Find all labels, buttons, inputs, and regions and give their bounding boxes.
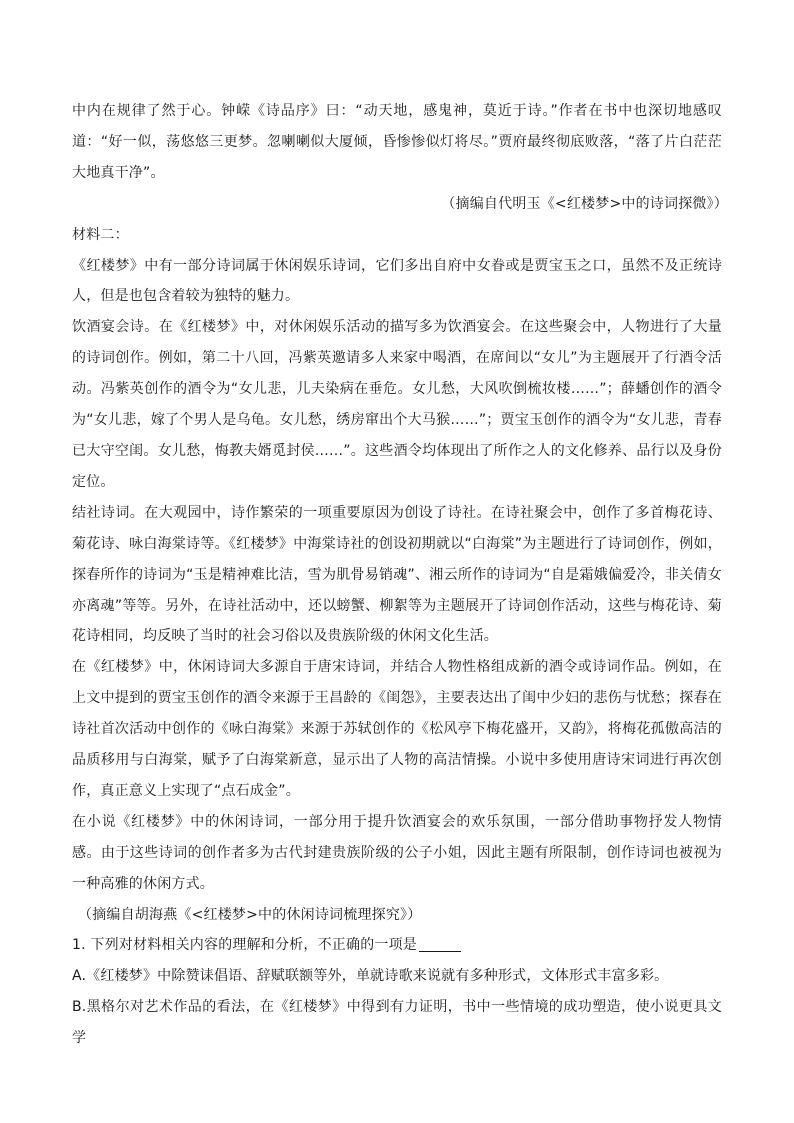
source-citation-1: （摘编自代明玉《<红楼梦>中的诗词探微》）: [441, 195, 728, 212]
option-a: A.《红楼梦》中除赞诔倡语、辞赋联额等外，单就诗歌来说就有多种形式，文体形式丰富多彩。: [72, 968, 669, 985]
material2-paragraph: 结社诗词。在大观园中，诗作繁荣的一项重要原因为创设了诗社。在诗社聚会中，创作了多首梅花诗、菊花诗、咏白海棠诗等。《红楼梦》中海棠诗社的创设初期就以“白海棠”为主题进行了诗词创作，例如，探春所作的诗词为“玉是精神难比洁，雪为肌骨易销魂”、湘云所作的诗词为“自是霜娥偏爱冷，非关倩女亦离魂”等等。另外，在诗社活动中，还以螃蟹、柳絮等为主题展开了诗词创作活动，这些与梅花诗、菊花诗相同，均反映了当时的社会习俗以及贵族阶级的休闲文化生活。: [72, 504, 722, 645]
question-1-stem: 1. 下列对材料相关内容的理解和分析，不正确的一项是: [72, 937, 418, 954]
material2-paragraph: 在小说《红楼梦》中的休闲诗词，一部分用于提升饮酒宴会的欢乐氛围，一部分借助事物抒发人物情感。由于这些诗词的创作者多为古代封建贵族阶级的公子小姐，因此主题有所限制，创作诗词也被视为一种高雅的休闲方式。: [72, 813, 722, 892]
material2-heading: 材料二：: [72, 226, 129, 243]
option-b: B.黑格尔对艺术作品的看法，在《红楼梦》中得到有力证明，书中一些情境的成功塑造，使小说更具文学: [72, 999, 722, 1047]
material2-paragraph: 在《红楼梦》中，休闲诗词大多源自于唐宋诗词，并结合人物性格组成新的酒令或诗词作品。例如，在上文中提到的贾宝玉创作的酒令来源于王昌龄的《闺怨》，主要表达出了闺中少妇的悲伤与忧愁；探春在诗社首次活动中创作的《咏白海棠》来源于苏轼创作的《松风亭下梅花盛开，又韵》，将梅花孤傲高洁的品质移用与白海棠，赋予了白海棠新意，显示出了人物的高洁情操。小说中多使用唐诗宋词进行再次创作，真正意义上实现了“点石成金”。: [72, 659, 722, 799]
material2-paragraph: 饮酒宴会诗。在《红楼梦》中，对休闲娱乐活动的描写多为饮酒宴会。在这些聚会中，人物进行了大量的诗词创作。例如，第二十八回，冯紫英邀请多人来家中喝酒，在席间以“女儿”为主题展开了行酒令活动。冯紫英创作的酒令为“女儿悲，儿夫染病在垂危。女儿愁，大风吹倒梳妆楼……”；薛蟠创作的酒令为“女儿悲，嫁了个男人是乌龟。女儿愁，绣房窜出个大马猴……”；贾宝玉创作的酒令为“女儿悲，青春已大守空闺。女儿愁，悔教夫婿觅封侯……”。这些酒令均体现出了所作之人的文化修养、品行以及身份定位。: [72, 319, 722, 490]
source-citation-2: （摘编自胡海燕《<红楼梦>中的休闲诗词梳理探究》）: [78, 906, 422, 923]
material2-paragraph: 《红楼梦》中有一部分诗词属于休闲娱乐诗词，它们多出自府中女眷或是贾宝玉之口，虽然不及正统诗人，但是也包含着较为独特的魅力。: [72, 257, 722, 305]
document-page: [72, 96, 728, 1054]
question-1: [72, 930, 722, 961]
answer-blank: [419, 937, 461, 952]
material1-tail: 中内在规律了然于心。钟嵘《诗品序》曰：“动天地，感鬼神，莫近于诗。”作者在书中也深切地感叹道：“好一似，荡悠悠三更梦。忽喇喇似大厦倾，昏惨惨似灯将尽。”贾府最终彻底败落，“落了片白茫茫大地真干净”。: [72, 103, 722, 181]
